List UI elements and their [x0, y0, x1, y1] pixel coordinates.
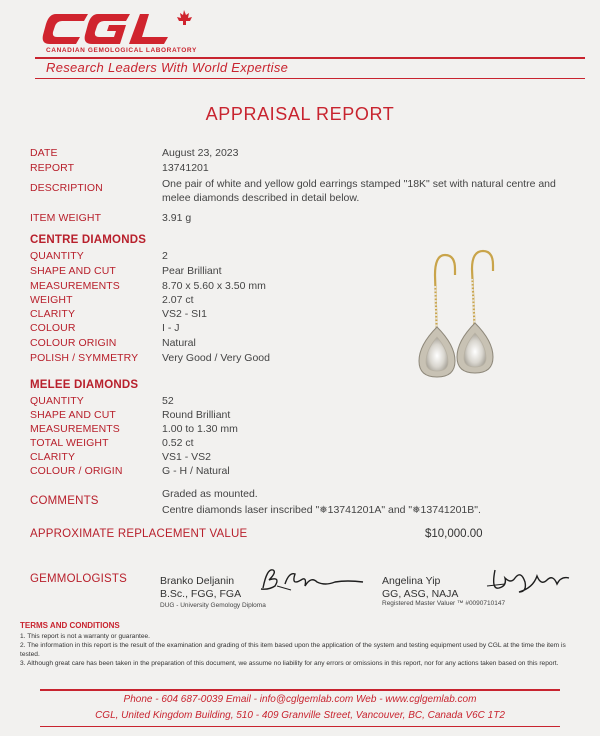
centre-quantity-label: QUANTITY — [30, 250, 84, 262]
centre-diamonds-heading: CENTRE DIAMONDS — [30, 234, 147, 246]
melee-colour-origin-value: G - H / Natural — [162, 465, 230, 477]
melee-clarity-label: CLARITY — [30, 451, 76, 463]
centre-polish-label: POLISH / SYMMETRY — [30, 352, 139, 364]
date-value: August 23, 2023 — [162, 147, 239, 159]
centre-measurements-label: MEASUREMENTS — [30, 280, 120, 292]
melee-colour-origin-label: COLOUR / ORIGIN — [30, 465, 123, 477]
melee-shape-value: Round Brilliant — [162, 409, 231, 421]
gemmologist-1-name: Branko Deljanin — [160, 575, 235, 587]
description-value: One pair of white and yellow gold earrings stamped "18K" set with natural centre and melee diamonds described in detail below. — [162, 178, 556, 204]
centre-colour-value: I - J — [162, 322, 180, 334]
centre-clarity-value: VS2 - SI1 — [162, 308, 207, 320]
melee-total-weight-label: TOTAL WEIGHT — [30, 437, 109, 449]
footer-contact: Phone - 604 687-0039 Email - info@cglgemlab.com Web - www.cglgemlab.com — [123, 694, 477, 705]
item-weight-value: 3.91 g — [162, 212, 192, 224]
melee-total-weight-value: 0.52 ct — [162, 437, 194, 449]
centre-clarity-label: CLARITY — [30, 308, 76, 320]
centre-colour-origin-value: Natural — [162, 337, 196, 349]
gemmologists-heading: GEMMOLOGISTS — [30, 573, 127, 585]
centre-shape-label: SHAPE AND CUT — [30, 265, 116, 277]
comments-line1: Graded as mounted. — [162, 488, 258, 500]
replacement-value: $10,000.00 — [425, 528, 483, 540]
earrings-photo — [405, 245, 505, 385]
centre-weight-label: WEIGHT — [30, 294, 73, 306]
gemmologist-2-note: Registered Master Valuer ™ #0090710147 — [382, 600, 506, 607]
centre-shape-value: Pear Brilliant — [162, 265, 222, 277]
gemmologist-2-credentials: GG, ASG, NAJA — [382, 588, 459, 600]
report-title: APPRAISAL REPORT — [205, 104, 395, 124]
report-value: 13741201 — [162, 162, 209, 174]
gemmologist-1-note: DUG - University Gemology Diploma — [160, 602, 266, 609]
signature-1 — [255, 562, 367, 598]
footer-rule-top — [40, 689, 560, 691]
centre-colour-label: COLOUR — [30, 322, 76, 334]
melee-diamonds-heading: MELEE DIAMONDS — [30, 379, 139, 391]
centre-polish-value: Very Good / Very Good — [162, 352, 270, 364]
centre-measurements-value: 8.70 x 5.60 x 3.50 mm — [162, 280, 266, 292]
melee-measurements-label: MEASUREMENTS — [30, 423, 120, 435]
signature-2 — [485, 562, 575, 598]
report-label: REPORT — [30, 162, 75, 174]
cgl-logo — [40, 8, 200, 50]
inscription-b: 13741201B — [420, 504, 475, 516]
melee-measurements-value: 1.00 to 1.30 mm — [162, 423, 238, 435]
footer-address: CGL, United Kingdom Building, 510 - 409 Granville Street, Vancouver, BC, Canada V6C 1T2 — [95, 710, 505, 721]
melee-clarity-value: VS1 - VS2 — [162, 451, 212, 463]
header — [0, 0, 600, 90]
lab-name: CANADIAN GEMOLOGICAL LABORATORY — [46, 47, 197, 54]
date-label: DATE — [30, 147, 58, 159]
replacement-value-label: APPROXIMATE REPLACEMENT VALUE — [30, 528, 248, 540]
comments-line2 — [162, 504, 481, 516]
terms-item-2: 2. The information in this report is the result of the examination and grading of this item based upon the application of the system and testing equipment used by CGL at the time the item is tested. — [20, 642, 566, 658]
header-rule-bottom — [35, 78, 585, 79]
melee-quantity-value: 52 — [162, 395, 174, 407]
footer-rule-bottom — [40, 726, 560, 727]
tagline: Research Leaders With World Expertise — [46, 60, 289, 75]
melee-quantity-label: QUANTITY — [30, 395, 84, 407]
terms-heading: TERMS AND CONDITIONS — [20, 621, 120, 630]
description-label: DESCRIPTION — [30, 182, 103, 194]
centre-weight-value: 2.07 ct — [162, 294, 194, 306]
inscription-a: 13741201A — [327, 504, 382, 516]
comments-heading: COMMENTS — [30, 495, 99, 507]
terms-item-3: 3. Although great care has been taken in the preparation of this document, we assume no liability for any errors or omissions in this report, nor for any actions taken based on this report. — [20, 660, 559, 667]
gemmologist-2-name: Angelina Yip — [382, 575, 441, 587]
maple-leaf-icon: ❅ — [319, 505, 328, 516]
terms-item-1: 1. This report is not a warranty or guarantee. — [20, 633, 150, 640]
gemmologist-1-credentials: B.Sc., FGG, FGA — [160, 588, 242, 600]
comments-line2-mid: " and " — [381, 504, 413, 516]
item-weight-label: ITEM WEIGHT — [30, 212, 102, 224]
centre-quantity-value: 2 — [162, 250, 168, 262]
maple-leaf-icon: ❅ — [412, 505, 421, 516]
comments-line2-prefix: Centre diamonds laser inscribed " — [162, 504, 320, 516]
comments-line2-suffix: ". — [474, 504, 481, 516]
melee-shape-label: SHAPE AND CUT — [30, 409, 116, 421]
header-rule-top — [35, 57, 585, 59]
centre-colour-origin-label: COLOUR ORIGIN — [30, 337, 117, 349]
